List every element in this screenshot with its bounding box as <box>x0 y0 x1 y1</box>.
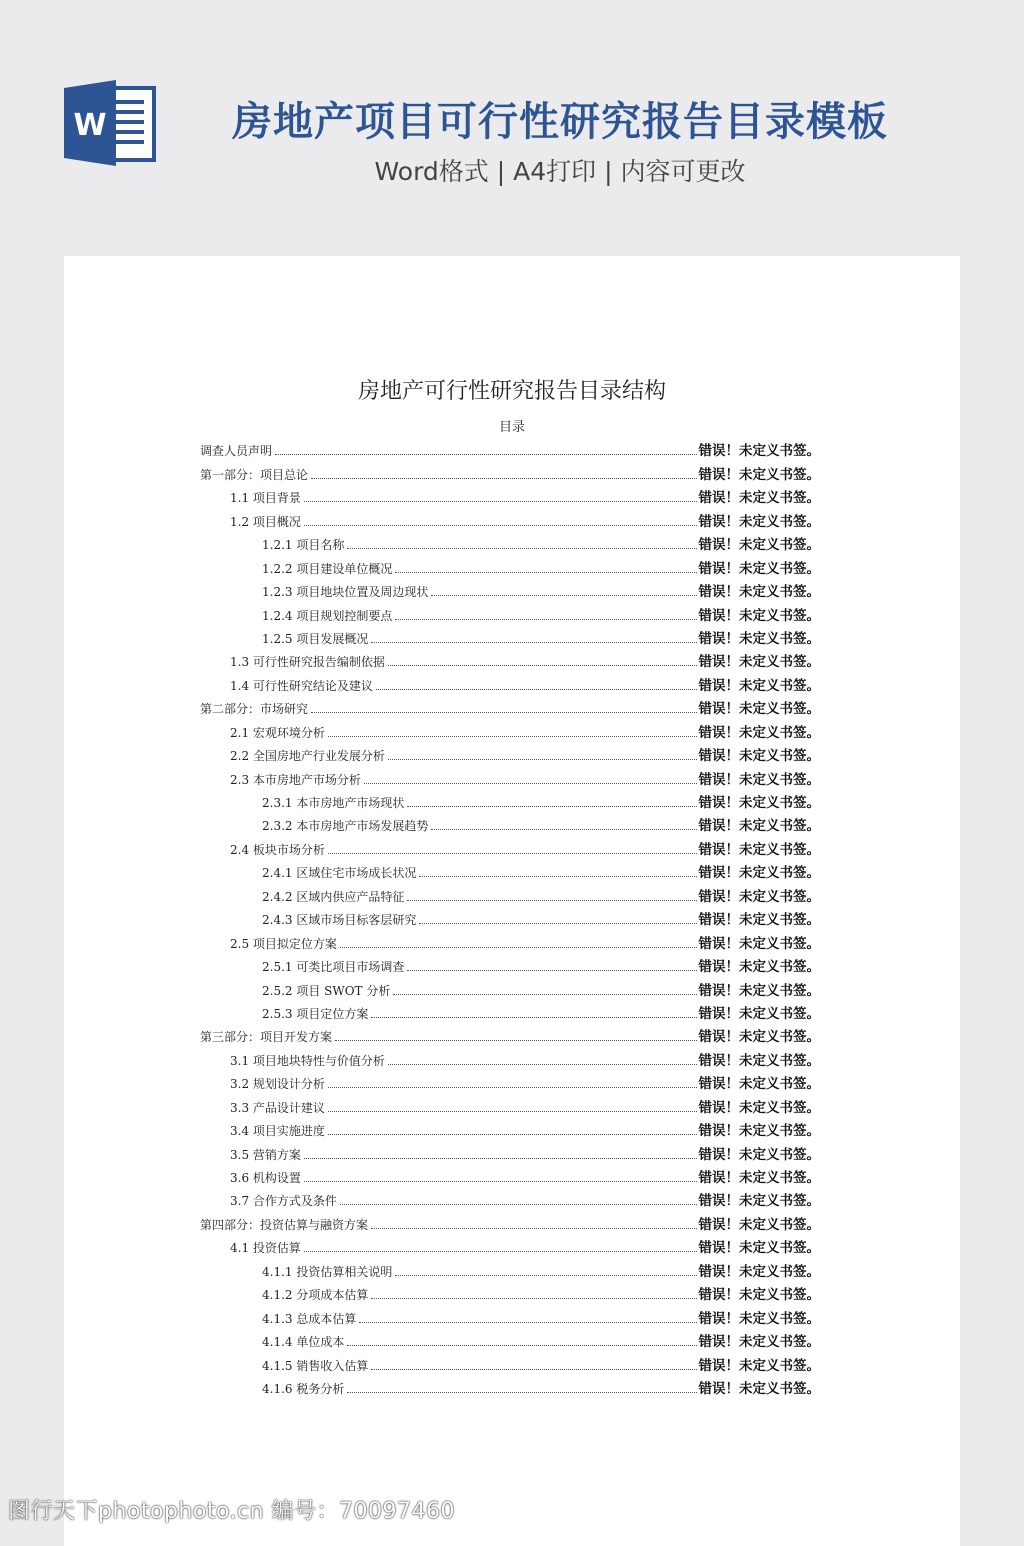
toc-leader-dots <box>364 782 697 784</box>
toc-entry-status: 错误！未定义书签。 <box>698 771 820 788</box>
toc-entry-status: 错误！未定义书签。 <box>698 1146 820 1163</box>
watermark-text: 图行天下photophoto.cn 编号：70097460 <box>8 1499 456 1524</box>
toc-leader-dots <box>340 1203 697 1205</box>
toc-leader-dots <box>407 969 696 971</box>
document-title: 房地产可行性研究报告目录结构 <box>357 379 666 404</box>
toc-leader-dots <box>371 1297 696 1299</box>
toc-entry[interactable] <box>200 1209 820 1232</box>
toc-entry[interactable] <box>200 1139 820 1162</box>
toc-entry[interactable] <box>200 1233 820 1256</box>
toc-entry[interactable] <box>200 788 820 811</box>
toc-entry-label: 2.4 板块市场分析 <box>230 842 325 857</box>
toc-entry[interactable] <box>200 506 820 529</box>
toc-entry-status: 错误！未定义书签。 <box>698 1240 820 1257</box>
toc-entry-label: 2.3 本市房地产市场分析 <box>230 772 361 787</box>
toc-entry-label: 1.2.4 项目规划控制要点 <box>262 608 393 623</box>
toc-entry-status: 错误！未定义书签。 <box>698 1310 820 1327</box>
toc-leader-dots <box>371 1016 696 1018</box>
toc-leader-dots <box>328 1110 697 1112</box>
toc-entry-status: 错误！未定义书签。 <box>698 1193 820 1210</box>
toc-entry-label: 第一部分：项目总论 <box>200 467 309 482</box>
toc-leader-dots <box>304 1157 697 1159</box>
toc-entry-status: 错误！未定义书签。 <box>698 912 820 929</box>
toc-entry-status: 错误！未定义书签。 <box>698 1216 820 1233</box>
toc-entry-status: 错误！未定义书签。 <box>698 982 820 999</box>
toc-leader-dots <box>431 828 696 830</box>
toc-entry[interactable] <box>200 999 820 1022</box>
toc-entry[interactable] <box>200 905 820 928</box>
toc-entry[interactable] <box>200 624 820 647</box>
toc-entry-label: 2.4.3 区域市场目标客层研究 <box>262 913 417 928</box>
toc-entry-status: 错误！未定义书签。 <box>698 935 820 952</box>
toc-entry[interactable] <box>200 811 820 834</box>
toc-entry[interactable] <box>200 436 820 459</box>
toc-entry-status: 错误！未定义书签。 <box>698 466 820 483</box>
toc-leader-dots <box>419 875 696 877</box>
toc-leader-dots <box>304 1180 697 1182</box>
toc-entry[interactable] <box>200 1163 820 1186</box>
toc-entry[interactable] <box>200 553 820 576</box>
toc-entry[interactable] <box>200 577 820 600</box>
toc-entry-status: 错误！未定义书签。 <box>698 959 820 976</box>
toc-entry-label: 3.1 项目地块特性与价值分析 <box>230 1053 385 1068</box>
toc-leader-dots <box>431 594 696 596</box>
toc-entry-label: 2.1 宏观环境分析 <box>230 725 325 740</box>
toc-entry[interactable] <box>200 741 820 764</box>
toc-leader-dots <box>347 1391 696 1393</box>
toc-entry-label: 3.3 产品设计建议 <box>230 1100 325 1115</box>
toc-entry-status: 错误！未定义书签。 <box>698 1029 820 1046</box>
banner-title: 房地产项目可行性研究报告目录模板 <box>232 99 888 145</box>
toc-entry-label: 2.5.2 项目 SWOT 分析 <box>262 983 391 998</box>
toc-leader-dots <box>371 641 696 643</box>
toc-leader-dots <box>328 1086 697 1088</box>
toc-entry-label: 1.2.3 项目地块位置及周边现状 <box>262 585 429 600</box>
toc-leader-dots <box>340 946 697 948</box>
toc-leader-dots <box>395 571 696 573</box>
toc-entry[interactable] <box>200 600 820 623</box>
toc-leader-dots <box>304 500 697 502</box>
toc-entry-label: 3.2 规划设计分析 <box>230 1077 325 1092</box>
toc-entry-label: 1.2.5 项目发展概况 <box>262 631 369 646</box>
toc-entry-label: 2.3.2 本市房地产市场发展趋势 <box>262 819 429 834</box>
toc-entry-label: 1.2.2 项目建设单位概况 <box>262 561 393 576</box>
toc-entry[interactable] <box>200 881 820 904</box>
toc-entry-label: 2.5.1 可类比项目市场调查 <box>262 960 405 975</box>
toc-entry-status: 错误！未定义书签。 <box>698 584 820 601</box>
toc-entry-label: 3.6 机构设置 <box>230 1171 301 1185</box>
toc-entry[interactable] <box>200 647 820 670</box>
toc-leader-dots <box>311 711 696 713</box>
banner-subtitle: Word格式 | A4打印 | 内容可更改 <box>374 157 746 186</box>
toc-leader-dots <box>407 805 696 807</box>
toc-entry-status: 错误！未定义书签。 <box>698 1052 820 1069</box>
toc-leader-dots <box>347 547 696 549</box>
toc-entry-label: 4.1 投资估算 <box>230 1241 301 1256</box>
toc-entry[interactable] <box>200 1092 820 1115</box>
toc-leader-dots <box>371 1368 696 1370</box>
toc-entry[interactable] <box>200 928 820 951</box>
toc-entry-status: 错误！未定义书签。 <box>698 607 820 624</box>
toc-entry-label: 1.2.1 项目名称 <box>262 538 345 553</box>
toc-entry[interactable] <box>200 1045 820 1068</box>
toc-entry[interactable] <box>200 1256 820 1279</box>
toc-entry-label: 第三部分：项目开发方案 <box>200 1030 333 1045</box>
toc-entry[interactable] <box>200 1116 820 1139</box>
toc-entry-status: 错误！未定义书签。 <box>698 795 820 811</box>
toc-entry-label: 4.1.4 单位成本 <box>262 1335 345 1350</box>
toc-leader-dots <box>304 524 697 526</box>
toc-entry[interactable] <box>200 1374 820 1397</box>
toc-leader-dots <box>407 899 696 901</box>
toc-leader-dots <box>388 758 697 760</box>
toc-entry[interactable] <box>200 459 820 482</box>
table-of-contents <box>200 436 820 1397</box>
toc-entry-status: 错误！未定义书签。 <box>698 841 820 858</box>
toc-entry-label: 3.7 合作方式及条件 <box>230 1194 337 1209</box>
toc-entry-label: 第二部分：市场研究 <box>200 702 309 717</box>
toc-entry[interactable] <box>200 530 820 553</box>
toc-leader-dots <box>311 477 696 479</box>
toc-leader-dots <box>395 1274 696 1276</box>
toc-entry-label: 4.1.2 分项成本估算 <box>262 1288 369 1303</box>
toc-entry-label: 3.5 营销方案 <box>230 1147 301 1162</box>
toc-entry-label: 1.3 可行性研究报告编制依据 <box>230 655 385 670</box>
toc-leader-dots <box>347 1344 696 1346</box>
toc-entry-status: 错误！未定义书签。 <box>698 654 820 671</box>
toc-leader-dots <box>328 852 697 854</box>
toc-entry-status: 错误！未定义书签。 <box>698 443 820 460</box>
toc-entry[interactable] <box>200 1303 820 1326</box>
toc-entry-status: 错误！未定义书签。 <box>698 1263 820 1280</box>
toc-entry[interactable] <box>200 717 820 740</box>
toc-entry[interactable] <box>200 1350 820 1373</box>
toc-entry-label: 4.1.6 税务分析 <box>262 1381 345 1396</box>
toc-entry[interactable] <box>200 952 820 975</box>
toc-entry-label: 2.2 全国房地产行业发展分析 <box>230 749 385 764</box>
toc-leader-dots <box>388 1063 697 1065</box>
toc-entry-status: 错误！未定义书签。 <box>698 1357 820 1374</box>
toc-entry-status: 错误！未定义书签。 <box>698 537 820 554</box>
toc-entry[interactable] <box>200 1069 820 1092</box>
toc-leader-dots <box>304 1250 697 1252</box>
toc-entry-status: 错误！未定义书签。 <box>698 724 820 741</box>
toc-leader-dots <box>275 453 696 455</box>
toc-entry-status: 错误！未定义书签。 <box>698 677 820 694</box>
toc-leader-dots <box>335 1039 696 1041</box>
toc-leader-dots <box>419 922 696 924</box>
document-page <box>64 256 960 1546</box>
toc-entry-status: 错误！未定义书签。 <box>698 1287 820 1304</box>
toc-entry-status: 错误！未定义书签。 <box>698 1334 820 1351</box>
word-logo-letter: W <box>73 108 107 143</box>
toc-leader-dots <box>328 1133 697 1135</box>
toc-leader-dots <box>393 993 696 995</box>
toc-entry-status: 错误！未定义书签。 <box>698 701 820 718</box>
toc-entry[interactable] <box>200 858 820 881</box>
toc-entry[interactable] <box>200 1280 820 1303</box>
toc-entry-label: 4.1.5 销售收入估算 <box>262 1358 369 1373</box>
toc-entry-label: 1.2 项目概况 <box>230 514 301 529</box>
toc-leader-dots <box>388 664 697 666</box>
toc-entry-status: 错误！未定义书签。 <box>698 1005 820 1022</box>
toc-entry-label: 3.4 项目实施进度 <box>230 1124 325 1139</box>
toc-entry-status: 错误！未定义书签。 <box>698 1170 820 1186</box>
toc-entry-status: 错误！未定义书签。 <box>698 818 820 835</box>
toc-heading: 目录 <box>498 420 525 435</box>
toc-entry-status: 错误！未定义书签。 <box>698 888 820 905</box>
toc-entry-label: 2.5.3 项目定位方案 <box>262 1006 369 1021</box>
toc-entry[interactable] <box>200 1022 820 1045</box>
toc-entry-status: 错误！未定义书签。 <box>698 865 820 882</box>
toc-entry[interactable] <box>200 1186 820 1209</box>
toc-entry[interactable] <box>200 483 820 506</box>
toc-entry[interactable] <box>200 694 820 717</box>
toc-entry-status: 错误！未定义书签。 <box>698 1380 820 1397</box>
toc-leader-dots <box>328 735 697 737</box>
toc-entry-label: 2.4.2 区域内供应产品特征 <box>262 889 405 904</box>
toc-entry-status: 错误！未定义书签。 <box>698 1099 820 1116</box>
toc-entry-label: 2.4.1 区域住宅市场成长状况 <box>262 866 417 881</box>
word-doc-icon <box>64 80 158 166</box>
toc-entry-status: 错误！未定义书签。 <box>698 560 820 577</box>
toc-entry-status: 错误！未定义书签。 <box>698 630 820 647</box>
toc-entry-label: 第四部分：投资估算与融资方案 <box>200 1217 369 1232</box>
toc-entry[interactable] <box>200 1327 820 1350</box>
toc-entry-label: 调查人员声明 <box>200 444 273 459</box>
toc-entry-status: 错误！未定义书签。 <box>698 748 820 765</box>
toc-entry[interactable] <box>200 670 820 693</box>
toc-entry-label: 2.3.1 本市房地产市场现状 <box>262 796 405 810</box>
toc-leader-dots <box>371 1227 696 1229</box>
toc-entry-label: 4.1.3 总成本估算 <box>262 1311 357 1326</box>
toc-entry-status: 错误！未定义书签。 <box>698 1076 820 1093</box>
toc-entry-status: 错误！未定义书签。 <box>698 490 820 507</box>
toc-entry-label: 1.4 可行性研究结论及建议 <box>230 678 373 693</box>
toc-entry-status: 错误！未定义书签。 <box>698 1123 820 1140</box>
toc-leader-dots <box>359 1321 696 1323</box>
toc-entry[interactable] <box>200 975 820 998</box>
toc-leader-dots <box>395 618 696 620</box>
toc-entry-label: 2.5 项目拟定位方案 <box>230 936 337 951</box>
toc-entry-label: 4.1.1 投资估算相关说明 <box>262 1264 393 1279</box>
toc-entry[interactable] <box>200 764 820 787</box>
toc-entry[interactable] <box>200 834 820 857</box>
toc-entry-label: 1.1 项目背景 <box>230 491 301 506</box>
toc-entry-status: 错误！未定义书签。 <box>698 513 820 530</box>
toc-leader-dots <box>376 688 697 690</box>
